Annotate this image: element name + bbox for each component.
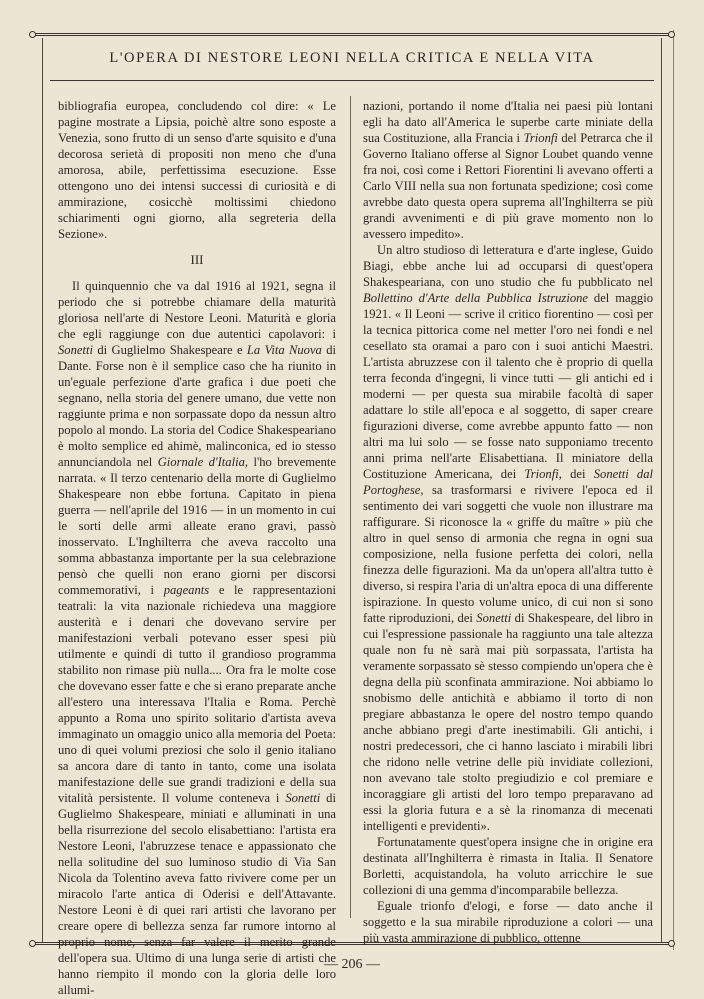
left-column	[58, 98, 336, 998]
paragraph-biagi: Un altro studioso di letteratura e d'arte inglese, Guido Biagi, ebbe anche lui ad occuparsi di quest'opera Shakespeariana, con uno studio che fu pubblicato nel Bollettino d'Arte della Pubblica Istruzione del maggio 1921. « Il Leoni — scrive il critico fiorentino — così per la tecnica pittorica come nel metter l'oro nei fondi e nel cesellato sta oramai a paro con i suoi antichi Maestri. L'artista abruzzese con il talento che è proprio di quella terra feconda d'ingegni, li vince tutti — gli antichi ed i moderni — per questa sua mirabile facoltà di saper adattare lo stile all'epoca e al soggetto, di saper creare figurazioni diverse, come avrebbe appunto fatto — non altri ma lui solo — se fosse nato supponiamo trecento anni prima nell'arte Elisabettiana. Il miniatore della Costituzione Americana, dei Trionfi, dei Sonetti dal Portoghese, sa trasformarsi e rivivere l'epoca ed il sentimento dei vari soggetti che vuole non illustrare ma raffigurare. Si riconosce la « griffe du maître » più che altro in quel senso di armonia che regna in ogni sua composizione, nella fusione perfetta dei colori, nella finezza delle figurazioni. Ma da un'opera all'altra tutto è diverso, si respira l'aria di un'altra epoca di una differente ispirazione. In questo volume unico, di cui non si sono fatte riproduzioni, dei Sonetti di Shakespeare, del libro in cui l'espressione passionale ha raggiunto una tale altezza quale non fu nè sarà mai più sorpassata, l'artista ha veramente sorpassato sè stesso compiendo un'opera che è degna della più sconfinata ammirazione. Noi abbiamo lo snobismo delle antichità e abbiamo il torto di non pregiare abbastanza le opere del nostro tempo quando anche abbiano pregi d'arte inestimabili. Gli antichi, i nostri predecessori, che ci hanno lasciato i mirabili libri che ridono nelle vetrine delle più invidiate collezioni, non avevano tale stolto pregiudizio e col premiare e incoraggiare gli artisti del loro tempo preparavano ad essi la gloria futura e a sè la rinomanza di mecenati intelligenti e previdenti».	[363, 243, 654, 833]
frame-corner-ornament	[29, 31, 36, 38]
right-column	[363, 98, 653, 946]
page-frame-right-outer-rule	[673, 30, 674, 950]
frame-corner-ornament	[668, 31, 675, 38]
paragraph-continued: nazioni, portando il nome d'Italia nei paesi più lontani egli ha dato all'America le superbe carte miniate della sua Costituzione, alla Francia i Trionfi del Petrarca che il Governo Italiano offerse al Signor Loubet quando venne fra noi, così come i Rettori Fiorentini li avevano offerti a Carlo VIII nella sua non fortunata spedizione; così come avrebbe dato questa opera suprema all'Inghilterra se più grandi avvenimenti e di più grave momento non lo avessero impedito».	[363, 99, 654, 241]
frame-corner-ornament	[29, 940, 36, 947]
paragraph-quinquennio: Il quinquennio che va dal 1916 al 1921, segna il periodo che si potrebbe chiamare della maturità gloriosa nell'arte di Nestore Leoni. Maturità e gloria che egli raggiunge con due autentici capolavori: i Sonetti di Guglielmo Shakespeare e La Vita Nuova di Dante. Forse non è il semplice caso che ha riunito in un'eguale perfezione d'arte grafica i due poeti che segnano, nella storia del genere umano, due vette non raggiunte prima e non sorpassate dopo da nessun altro popolo al mondo. La storia del Codice Shakespeariano è molto semplice ed ahimè, malinconica, ed io stesso annunciandola nel Giornale d'Italia, l'ho brevemente narrata. « Il terzo centenario della morte di Guglielmo Shakespeare non ebbe fortuna. Capitato in piena guerra — nell'aprile del 1916 — in un momento in cui le sorti delle armi alleate erano gravi, passò inosservato. L'Inghilterra che aveva raccolto una somma abbastanza importante per la sua celebrazione pensò che quelli non erano giorni per discorsi commemorativi, i pageants e le rappresentazioni teatrali: la vita nazionale richiedeva una maggiore austerità e i denari che dovevano servire per manifestazioni verbali potevano esser spesi più utilmente e quindi di tutto il grandioso programma stabilito non rimase più nulla.... Ora fra le molte cose che dovevano esser fatte e che si erano preparate anche all'estero una interessava l'Italia e Roma. Perchè appunto a Roma uno spirito solitario d'artista aveva immaginato un omaggio unico alla memoria del Poeta: uno di quei volumi preziosi che solo il genio italiano sa ancora dare di tanto in tanto, come una isolata manifestazione delle sue grandi tradizioni e della sua vitalità persistente. Il volume conteneva i Sonetti di Guglielmo Shakespeare, miniati e alluminati in una bella risurrezione del secolo elisabettiano: l'artista era Nestore Leoni, l'abruzzese tenace e appassionato che nella solitudine del suo luminoso studio di Via San Nicola da Tolentino aveva fatto rivivere come per un miracolo l'arte antica di Oderisi e dell'Attavante. Nestore Leoni è di quei rari artisti che lavorano per creare opere di bellezza senza far rumore intorno al proprio nome, senza far valere il merito grande dell'opera sua. Ultimo di una lunga serie di artisti che hanno riempito il mondo con la gloria delle loro allumi-	[58, 279, 337, 997]
paragraph-fortunatamente: Fortunatamente quest'opera insigne che in origine era destinata all'Inghilterra è rimasta in Italia. Il Senatore Borletti, acquistandola, ha voluto arricchire le sue collezioni di una gemma d'incomparabile bellezza.	[363, 835, 653, 897]
page-frame-left-rule	[42, 38, 43, 942]
page-frame-right-rule	[661, 38, 662, 942]
frame-corner-ornament	[668, 940, 675, 947]
column-divider	[350, 96, 351, 918]
running-header: L'OPERA DI NESTORE LEONI NELLA CRITICA E NELLA VITA	[109, 50, 595, 66]
paragraph-continued: bibliografia europea, concludendo col dire: « Le pagine mostrate a Lipsia, poichè altre sono esposte a Venezia, sono frutto di un senso d'arte squisito e d'una decorosa serietà di propositi non meno che d'una amorosa, abile, perfettissima esecuzione. Esse ottengono uno dei intensi successi di curiosità e di ammirazione, cosicchè moltissimi chiedono schiarimenti ogni giorno, alla segreteria della Sezione».	[58, 99, 336, 241]
page-number: — 206 —	[324, 957, 380, 972]
paragraph-eguale-trionfo: Eguale trionfo d'elogi, e forse — dato anche il soggetto e la sua mirabile riproduzione a colori — una più vasta ammirazione di pubblico, ottenne	[363, 899, 653, 945]
header-rule	[50, 80, 654, 81]
page-frame-top-rule	[33, 33, 671, 36]
section-numeral: III	[190, 252, 204, 267]
